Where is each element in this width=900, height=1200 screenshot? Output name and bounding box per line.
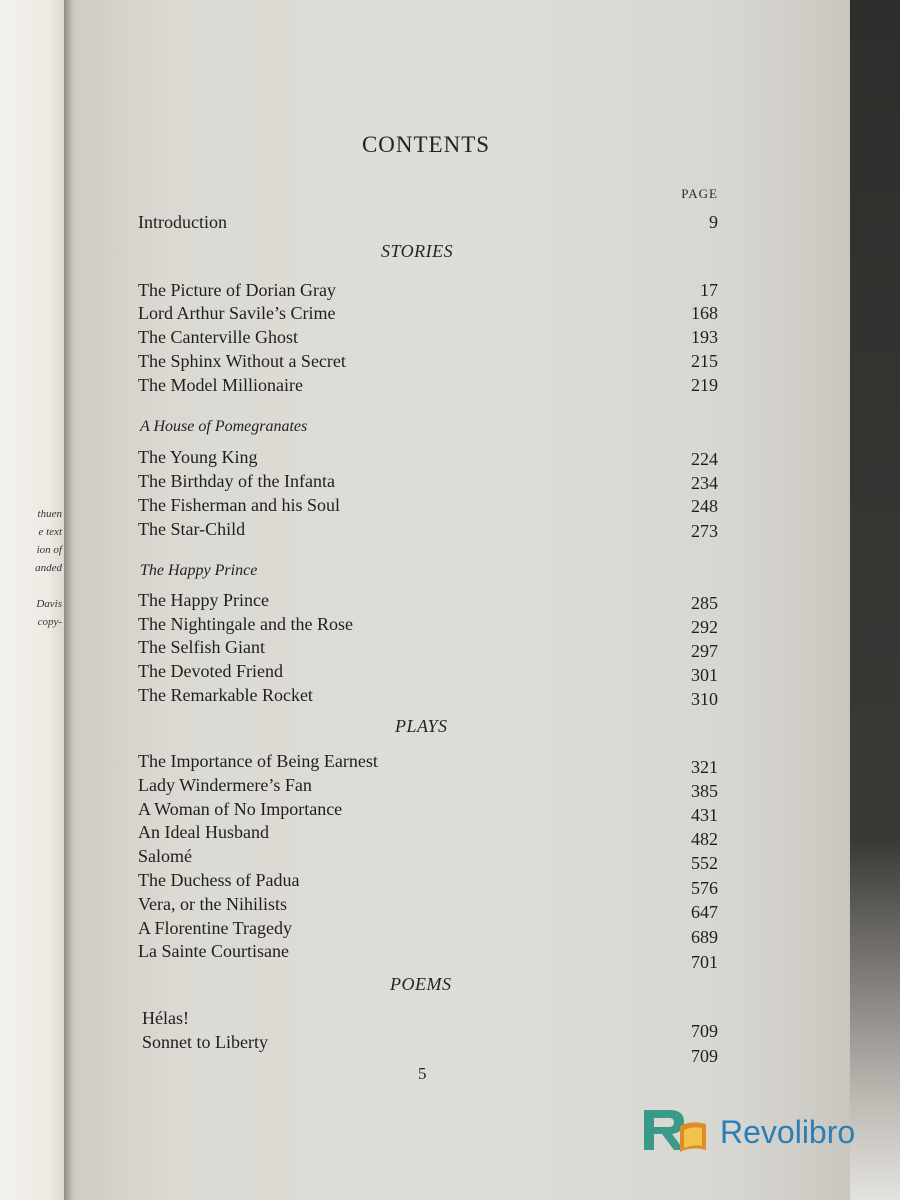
toc-entry-title: Lady Windermere’s Fan: [138, 775, 312, 795]
toc-entry-title: The Star-Child: [138, 519, 246, 539]
revolibro-logo-icon: [640, 1104, 716, 1156]
toc-entry-page: 193: [691, 327, 718, 347]
toc-entry-title: La Sainte Courtisane: [138, 941, 289, 961]
toc-entry-page: 385: [691, 781, 718, 801]
toc-entry-page: 321: [691, 757, 718, 777]
section-heading-poems: POEMS: [390, 974, 452, 994]
toc-entry-title: The Devoted Friend: [138, 661, 283, 681]
subsection-heading-pomegranates: A House of Pomegranates: [140, 418, 308, 435]
facing-page-fragment: anded: [35, 562, 62, 574]
watermark-text: Revolibro: [720, 1114, 856, 1150]
toc-entry-page: 234: [691, 473, 718, 493]
toc-entry-page: 292: [691, 617, 718, 637]
page-number: 5: [418, 1064, 427, 1083]
toc-entry-title: The Young King: [138, 447, 258, 467]
toc-entry-page: 224: [691, 449, 718, 469]
toc-entry-title: A Woman of No Importance: [138, 799, 343, 819]
toc-entry-page: 219: [691, 375, 718, 395]
facing-page: [0, 0, 68, 1200]
toc-entry-title: Sonnet to Liberty: [142, 1032, 268, 1052]
toc-entry-page: 552: [691, 853, 718, 873]
toc-entry-title: The Remarkable Rocket: [138, 685, 313, 705]
toc-entry-page: 689: [691, 927, 718, 947]
toc-entry-page: 431: [691, 805, 718, 825]
toc-entry-title: The Duchess of Padua: [138, 870, 300, 890]
revolibro-watermark: [640, 1104, 890, 1156]
toc-entry-title: The Birthday of the Infanta: [138, 471, 335, 491]
toc-entry-title: Salomé: [138, 846, 192, 866]
facing-page-fragment: thuen: [37, 508, 62, 520]
toc-entry-title: The Sphinx Without a Secret: [138, 351, 346, 371]
toc-entry-title: The Selfish Giant: [138, 637, 265, 657]
toc-entry-title: The Model Millionaire: [138, 375, 303, 395]
toc-entry-page: 168: [691, 303, 718, 323]
toc-entry-title: Introduction: [138, 212, 227, 232]
section-heading-plays: PLAYS: [395, 716, 448, 736]
contents-heading: CONTENTS: [361, 132, 491, 157]
toc-entry-title: An Ideal Husband: [138, 822, 269, 842]
toc-entry-title: Vera, or the Nihilists: [138, 894, 287, 914]
toc-entry-page: 647: [691, 902, 718, 922]
book-edge: [848, 0, 900, 1200]
facing-page-fragment: copy-: [37, 616, 62, 628]
toc-entry-page: 215: [691, 351, 718, 371]
toc-entry-page: 273: [691, 521, 718, 541]
toc-entry-page: 285: [691, 593, 718, 613]
toc-entry-page: 297: [691, 641, 718, 661]
facing-page-fragment: Davis: [36, 598, 62, 610]
toc-entry-title: Hélas!: [142, 1008, 189, 1028]
toc-entry-title: The Happy Prince: [138, 590, 269, 610]
toc-entry-page: 9: [709, 212, 718, 232]
toc-entry-page: 248: [691, 496, 718, 516]
toc-entry-title: The Nightingale and the Rose: [138, 614, 353, 634]
toc-entry-title: A Florentine Tragedy: [138, 918, 293, 938]
toc-entry-page: 482: [691, 829, 718, 849]
toc-entry-page: 576: [691, 878, 718, 898]
toc-entry-title: Lord Arthur Savile’s Crime: [138, 303, 336, 323]
toc-entry-title: The Canterville Ghost: [138, 327, 298, 347]
facing-page-fragment: ion of: [36, 544, 62, 556]
toc-entry-page: 17: [700, 280, 718, 300]
toc-entry-page: 701: [691, 952, 718, 972]
section-heading-stories: STORIES: [381, 241, 454, 261]
toc-entry-page: 709: [691, 1046, 718, 1066]
facing-page-fragment: e text: [38, 526, 62, 538]
toc-entry-page: 301: [691, 665, 718, 685]
toc-entry-page: 709: [691, 1021, 718, 1041]
toc-entry-title: The Picture of Dorian Gray: [138, 280, 336, 300]
toc-entry-title: The Fisherman and his Soul: [138, 495, 340, 515]
page-column-label: PAGE: [681, 186, 718, 201]
toc-entry-title: The Importance of Being Earnest: [138, 751, 378, 771]
toc-entry-page: 310: [691, 689, 718, 709]
subsection-heading-happy-prince: The Happy Prince: [140, 562, 258, 579]
